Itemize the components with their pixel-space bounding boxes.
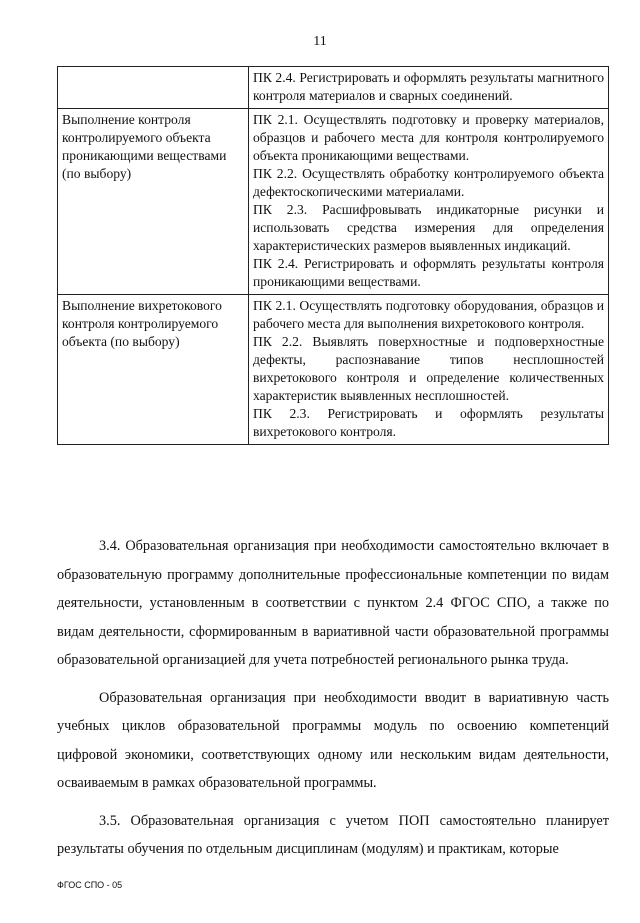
- body-text: [57, 532, 609, 873]
- competency-table: [57, 66, 609, 445]
- competency-cell: [249, 295, 609, 445]
- page-number: 11: [313, 34, 327, 49]
- activity-cell: Выполнение контроля контролируемого объекта проникающими веществами (по выбору): [58, 109, 249, 295]
- competency-item: ПК 2.3. Регистрировать и оформлять результаты вихретокового контроля.: [253, 406, 604, 439]
- competency-item: ПК 2.4. Регистрировать и оформлять результаты магнитного контроля материалов и сварных соединений.: [253, 70, 604, 103]
- table-row: [58, 295, 609, 445]
- table-row: [58, 109, 609, 295]
- activity-cell: [58, 67, 249, 109]
- paragraph: 3.5. Образовательная организация с учетом ПОП самостоятельно планирует результаты обучения по отдельным дисциплинам (модулям) и практикам, которые: [57, 812, 609, 857]
- competency-item: ПК 2.2. Выявлять поверхностные и подповерхностные дефекты, распознавание типов несплошностей вихретокового контроля и определение количественных характеристик выявленных несплошностей.: [253, 334, 604, 403]
- competency-cell: [249, 67, 609, 109]
- paragraph: Образовательная организация при необходимости вводит в вариативную часть учебных циклов образовательной программы модуль по освоению компетенций цифровой экономики, соответствующих одному или нескольким видам деятельности, осваиваемым в рамках образовательной программы.: [57, 689, 609, 791]
- paragraph: 3.4. Образовательная организация при необходимости самостоятельно включает в образовательную программу дополнительные профессиональные компетенции по видам деятельности, установленным в соответствии с пунктом 2.4 ФГОС СПО, а также по видам деятельности, сформированным в вариативной части образовательной программы образовательной организацией для учета потребностей регионального рынка труда.: [57, 538, 609, 668]
- competency-item: ПК 2.4. Регистрировать и оформлять результаты контроля проникающими веществами.: [253, 256, 604, 289]
- footer-code: ФГОС СПО - 05: [57, 880, 123, 890]
- competency-cell: [249, 109, 609, 295]
- competency-item: ПК 2.3. Расшифровывать индикаторные рисунки и использовать средства измерения для определения характеристических размеров выявленных индикаций.: [253, 202, 604, 253]
- competency-item: ПК 2.2. Осуществлять обработку контролируемого объекта дефектоскопическими материалами.: [253, 166, 604, 199]
- competency-item: ПК 2.1. Осуществлять подготовку и проверку материалов, образцов и рабочего места для контроля контролируемого объекта проникающими веществами.: [253, 112, 604, 163]
- activity-cell: Выполнение вихретокового контроля контролируемого объекта (по выбору): [58, 295, 249, 445]
- table-row: [58, 67, 609, 109]
- competency-item: ПК 2.1. Осуществлять подготовку оборудования, образцов и рабочего места для выполнения вихретокового контроля.: [253, 298, 604, 331]
